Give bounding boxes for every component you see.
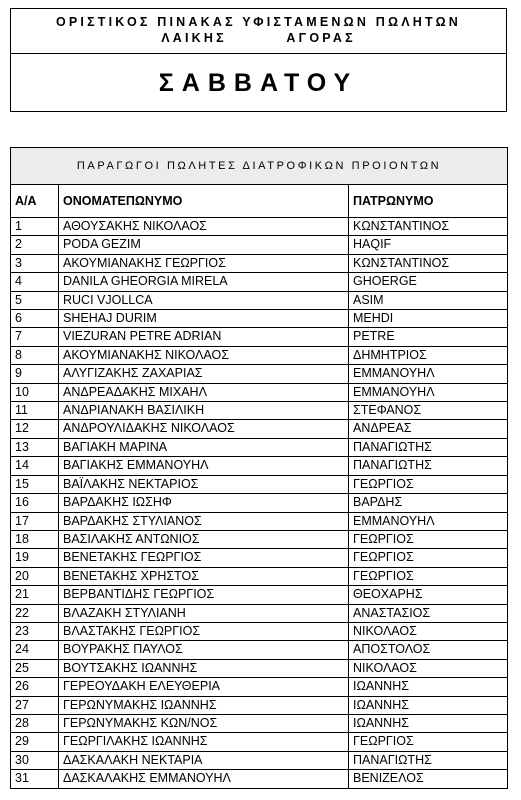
vendor-fathers-name: ΕΜΜΑΝΟΥΗΛ: [349, 365, 508, 383]
table-row: [11, 733, 508, 751]
table-row: [11, 420, 508, 438]
vendor-list: [10, 147, 507, 789]
vendor-fullname: ΒΟΥΤΣΑΚΗΣ ΙΩΑΝΝΗΣ: [59, 659, 349, 677]
table-row: [11, 383, 508, 401]
table-row: [11, 586, 508, 604]
vendor-fullname: RUCI VJOLLCA: [59, 291, 349, 309]
document-title: [11, 9, 506, 54]
table-row: [11, 549, 508, 567]
vendor-fullname: ΓΕΡΩΝΥΜΑΚΗΣ ΙΩΑΝΝΗΣ: [59, 696, 349, 714]
table-row: [11, 567, 508, 585]
row-number: 15: [11, 475, 59, 493]
vendor-fullname: ΒΑΣΙΛΑΚΗΣ ΑΝΤΩΝΙΟΣ: [59, 530, 349, 548]
vendor-fathers-name: ΙΩΑΝΝΗΣ: [349, 696, 508, 714]
vendor-fullname: ΓΕΡΕΟΥΔΑΚΗ ΕΛΕΥΘΕΡΙΑ: [59, 678, 349, 696]
row-number: 22: [11, 604, 59, 622]
vendor-fullname: ΒΑΡΔΑΚΗΣ ΙΩΣΗΦ: [59, 494, 349, 512]
document-header: [10, 8, 507, 112]
title-line-2: ΛΑΙΚΗΣ ΑΓΟΡΑΣ: [161, 31, 356, 45]
vendor-fullname: PODA GEZIM: [59, 236, 349, 254]
table-row: [11, 530, 508, 548]
vendor-fullname: ΒΛΑΣΤΑΚΗΣ ΓΕΩΡΓΙΟΣ: [59, 622, 349, 640]
row-number: 26: [11, 678, 59, 696]
row-number: 29: [11, 733, 59, 751]
table-row: [11, 402, 508, 420]
row-number: 24: [11, 641, 59, 659]
vendor-fathers-name: ΓΕΩΡΓΙΟΣ: [349, 475, 508, 493]
table-row: [11, 641, 508, 659]
row-number: 30: [11, 751, 59, 769]
vendor-fathers-name: ΘΕΟΧΑΡΗΣ: [349, 586, 508, 604]
vendor-fathers-name: ΙΩΑΝΝΗΣ: [349, 678, 508, 696]
table-row: [11, 328, 508, 346]
vendor-table: [10, 147, 508, 789]
row-number: 19: [11, 549, 59, 567]
row-number: 25: [11, 659, 59, 677]
row-number: 7: [11, 328, 59, 346]
vendor-fathers-name: ΣΤΕΦΑΝΟΣ: [349, 402, 508, 420]
table-row: [11, 751, 508, 769]
table-row: [11, 457, 508, 475]
vendor-fathers-name: ΓΕΩΡΓΙΟΣ: [349, 549, 508, 567]
row-number: 12: [11, 420, 59, 438]
table-row: [11, 494, 508, 512]
row-number: 31: [11, 770, 59, 788]
vendor-fathers-name: ΒΕΝΙΖΕΛΟΣ: [349, 770, 508, 788]
vendor-fullname: ΒΕΝΕΤΑΚΗΣ ΧΡΗΣΤΟΣ: [59, 567, 349, 585]
table-row: [11, 273, 508, 291]
vendor-rows: [11, 218, 508, 789]
row-number: 14: [11, 457, 59, 475]
vendor-fullname: VIEZURAN PETRE ADRIAN: [59, 328, 349, 346]
vendor-fathers-name: ΚΩΝΣΤΑΝΤΙΝΟΣ: [349, 254, 508, 272]
vendor-fathers-name: ΑΝΑΣΤΑΣΙΟΣ: [349, 604, 508, 622]
column-header-fullname: ΟΝΟΜΑΤΕΠΩΝΥΜΟ: [59, 185, 349, 218]
column-header-row: [11, 185, 508, 218]
row-number: 13: [11, 438, 59, 456]
row-number: 9: [11, 365, 59, 383]
row-number: 10: [11, 383, 59, 401]
vendor-fathers-name: ΓΕΩΡΓΙΟΣ: [349, 567, 508, 585]
vendor-fullname: ΑΝΔΡΙΑΝΑΚΗ ΒΑΣΙΛΙΚΗ: [59, 402, 349, 420]
table-row: [11, 438, 508, 456]
vendor-fullname: ΑΛΥΓΙΖΑΚΗΣ ΖΑΧΑΡΙΑΣ: [59, 365, 349, 383]
vendor-fathers-name: ΝΙΚΟΛΑΟΣ: [349, 622, 508, 640]
row-number: 2: [11, 236, 59, 254]
table-row: [11, 604, 508, 622]
vendor-fullname: ΔΑΣΚΑΛΑΚΗΣ ΕΜΜΑΝΟΥΗΛ: [59, 770, 349, 788]
vendor-fullname: ΑΝΔΡΕΑΔΑΚΗΣ ΜΙΧΑΗΛ: [59, 383, 349, 401]
table-row: [11, 475, 508, 493]
table-row: [11, 236, 508, 254]
vendor-fathers-name: ΓΕΩΡΓΙΟΣ: [349, 733, 508, 751]
row-number: 5: [11, 291, 59, 309]
vendor-fathers-name: ΑΠΟΣΤΟΛΟΣ: [349, 641, 508, 659]
vendor-fathers-name: MEHDI: [349, 310, 508, 328]
vendor-fullname: ΒΟΥΡΑΚΗΣ ΠΑΥΛΟΣ: [59, 641, 349, 659]
table-row: [11, 659, 508, 677]
vendor-fathers-name: ΕΜΜΑΝΟΥΗΛ: [349, 383, 508, 401]
table-row: [11, 770, 508, 788]
vendor-fullname: DANILA GHEORGIA MIRELA: [59, 273, 349, 291]
vendor-fathers-name: ΠΑΝΑΓΙΩΤΗΣ: [349, 751, 508, 769]
title-line-1: ΟΡΙΣΤΙΚΟΣ ΠΙΝΑΚΑΣ ΥΦΙΣΤΑΜΕΝΩΝ ΠΩΛΗΤΩΝ: [55, 15, 462, 29]
table-row: [11, 291, 508, 309]
table-row: [11, 622, 508, 640]
table-row: [11, 678, 508, 696]
vendor-fullname: ΒΕΝΕΤΑΚΗΣ ΓΕΩΡΓΙΟΣ: [59, 549, 349, 567]
row-number: 21: [11, 586, 59, 604]
vendor-fullname: ΓΕΡΩΝΥΜΑΚΗΣ ΚΩΝ/ΝΟΣ: [59, 714, 349, 732]
row-number: 16: [11, 494, 59, 512]
vendor-fathers-name: GHOERGE: [349, 273, 508, 291]
table-row: [11, 714, 508, 732]
vendor-fathers-name: HAQIF: [349, 236, 508, 254]
column-header-fathers-name: ΠΑΤΡΩΝΥΜΟ: [349, 185, 508, 218]
row-number: 1: [11, 218, 59, 236]
vendor-fullname: ΑΚΟΥΜΙΑΝΑΚΗΣ ΝΙΚΟΛΑΟΣ: [59, 346, 349, 364]
vendor-fullname: ΔΑΣΚΑΛΑΚΗ ΝΕΚΤΑΡΙΑ: [59, 751, 349, 769]
table-row: [11, 310, 508, 328]
vendor-fathers-name: ΓΕΩΡΓΙΟΣ: [349, 530, 508, 548]
vendor-fathers-name: ΑΝΔΡΕΑΣ: [349, 420, 508, 438]
vendor-fullname: ΑΝΔΡΟΥΛΙΔΑΚΗΣ ΝΙΚΟΛΑΟΣ: [59, 420, 349, 438]
row-number: 4: [11, 273, 59, 291]
day-title: ΣΑΒΒΑΤΟΥ: [158, 69, 359, 97]
vendor-fullname: ΓΕΩΡΓΙΛΑΚΗΣ ΙΩΑΝΝΗΣ: [59, 733, 349, 751]
row-number: 27: [11, 696, 59, 714]
vendor-fullname: ΒΑΪΛΑΚΗΣ ΝΕΚΤΑΡΙΟΣ: [59, 475, 349, 493]
vendor-fathers-name: ΠΑΝΑΓΙΩΤΗΣ: [349, 457, 508, 475]
vendor-fullname: ΑΚΟΥΜΙΑΝΑΚΗΣ ΓΕΩΡΓΙΟΣ: [59, 254, 349, 272]
row-number: 6: [11, 310, 59, 328]
vendor-fathers-name: ΙΩΑΝΝΗΣ: [349, 714, 508, 732]
table-row: [11, 254, 508, 272]
column-header-number: Α/Α: [11, 185, 59, 218]
vendor-fullname: ΒΑΡΔΑΚΗΣ ΣΤΥΛΙΑΝΟΣ: [59, 512, 349, 530]
table-row: [11, 346, 508, 364]
vendor-fathers-name: ΔΗΜΗΤΡΙΟΣ: [349, 346, 508, 364]
category-title: ΠΑΡΑΓΩΓΟΙ ΠΩΛΗΤΕΣ ΔΙΑΤΡΟΦΙΚΩΝ ΠΡΟΙΟΝΤΩΝ: [11, 148, 508, 185]
vendor-fullname: ΑΘΟΥΣΑΚΗΣ ΝΙΚΟΛΑΟΣ: [59, 218, 349, 236]
vendor-fathers-name: ΒΑΡΔΗΣ: [349, 494, 508, 512]
vendor-fullname: ΒΑΓΙΑΚΗΣ ΕΜΜΑΝΟΥΗΛ: [59, 457, 349, 475]
vendor-fathers-name: ΠΑΝΑΓΙΩΤΗΣ: [349, 438, 508, 456]
vendor-fathers-name: PETRE: [349, 328, 508, 346]
vendor-fullname: ΒΛΑΖΑΚΗ ΣΤΥΛΙΑΝΗ: [59, 604, 349, 622]
table-row: [11, 696, 508, 714]
row-number: 18: [11, 530, 59, 548]
row-number: 3: [11, 254, 59, 272]
row-number: 23: [11, 622, 59, 640]
table-row: [11, 218, 508, 236]
row-number: 28: [11, 714, 59, 732]
vendor-fathers-name: ASIM: [349, 291, 508, 309]
row-number: 11: [11, 402, 59, 420]
category-row: [11, 148, 508, 185]
vendor-fullname: ΒΕΡΒΑΝΤΙΔΗΣ ΓΕΩΡΓΙΟΣ: [59, 586, 349, 604]
vendor-fullname: SHEHAJ DURIM: [59, 310, 349, 328]
table-row: [11, 512, 508, 530]
vendor-fullname: ΒΑΓΙΑΚΗ ΜΑΡΙΝΑ: [59, 438, 349, 456]
vendor-fathers-name: ΚΩΝΣΤΑΝΤΙΝΟΣ: [349, 218, 508, 236]
vendor-fathers-name: ΝΙΚΟΛΑΟΣ: [349, 659, 508, 677]
row-number: 8: [11, 346, 59, 364]
vendor-fathers-name: ΕΜΜΑΝΟΥΗΛ: [349, 512, 508, 530]
row-number: 20: [11, 567, 59, 585]
table-row: [11, 365, 508, 383]
row-number: 17: [11, 512, 59, 530]
